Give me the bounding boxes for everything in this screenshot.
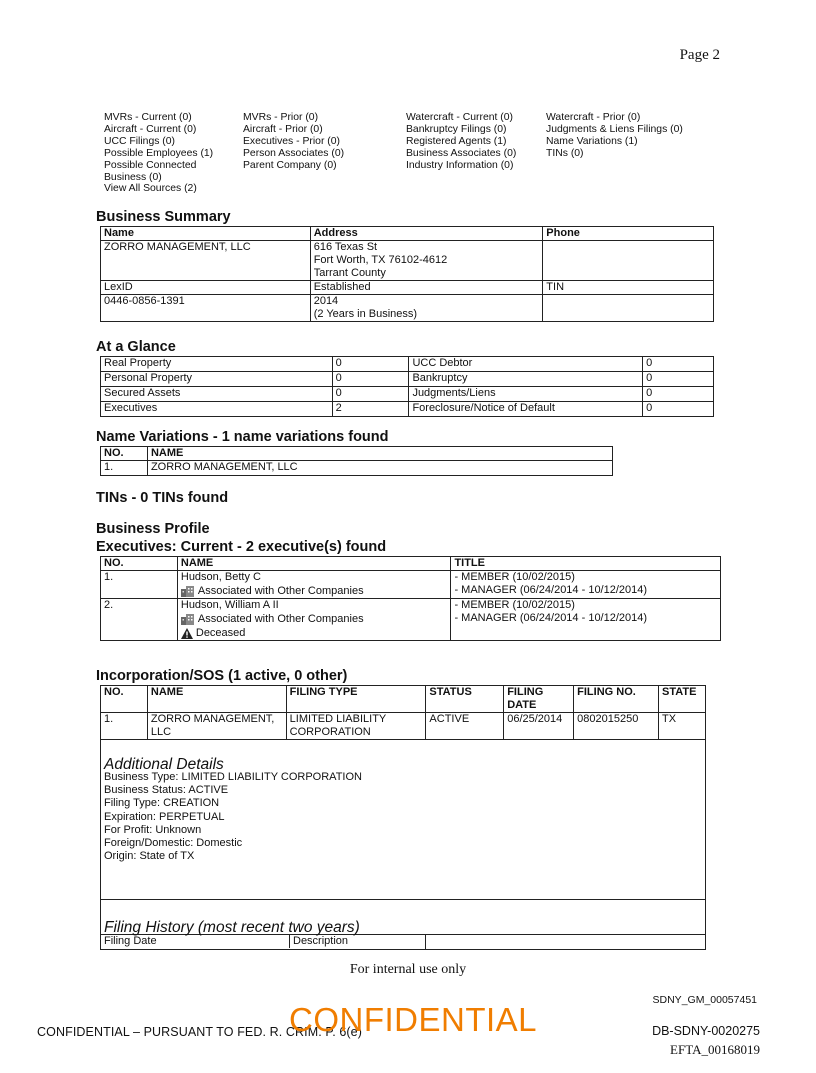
source-link[interactable]: Watercraft - Prior (0): [546, 112, 641, 123]
executive-title-cell: [451, 571, 721, 599]
detail-line: Business Status: ACTIVE: [104, 784, 229, 797]
glance-value: 0: [332, 357, 409, 372]
incorporation-table: [100, 685, 706, 950]
col-header: STATUS: [426, 686, 504, 713]
glance-value: 2: [332, 402, 409, 417]
table-row: [101, 461, 613, 476]
glance-label: Executives: [101, 402, 333, 417]
established-year: 2014: [313, 295, 339, 307]
deceased-label: Deceased: [195, 627, 246, 639]
years-in-business: (2 Years in Business): [313, 308, 418, 320]
filing-history-row: [101, 900, 706, 935]
history-description-header: Description: [293, 935, 349, 947]
executive-title-cell: [451, 599, 721, 641]
history-header-spacer: [426, 935, 706, 950]
row-number: 1.: [101, 713, 148, 740]
incorporation-title: Incorporation/SOS (1 active, 0 other): [96, 668, 348, 684]
executives-title: Executives: Current - 2 executive(s) found: [96, 539, 387, 555]
col-header: FILING NO.: [574, 686, 659, 713]
source-link[interactable]: TINs (0): [546, 147, 584, 159]
filing-history-title: Filing History (most recent two years): [104, 919, 360, 936]
bates-number-2: DB-SDNY-0020275: [652, 1024, 760, 1038]
col-header: Phone: [543, 227, 714, 241]
source-link[interactable]: Bankruptcy Filings (0): [406, 123, 507, 135]
building-icon: [181, 614, 195, 625]
detail-line: Expiration: PERPETUAL: [104, 810, 225, 823]
additional-details-row: [101, 740, 706, 900]
glance-value: 0: [643, 402, 714, 417]
state: TX: [659, 713, 706, 740]
name-variations-title: Name Variations - 1 name variations found: [96, 429, 389, 445]
col-header: NO.: [101, 557, 178, 571]
tin-label: TIN: [543, 281, 714, 295]
executive-cell: [177, 571, 451, 599]
table-row: [101, 571, 721, 599]
col-header: NAME: [177, 557, 451, 571]
col-header: NAME: [147, 447, 612, 461]
table-row: [101, 372, 714, 387]
detail-line: Filing Type: CREATION: [104, 797, 220, 810]
source-link[interactable]: Parent Company (0): [243, 159, 337, 171]
address-line: 616 Texas St: [313, 241, 378, 253]
table-header-row: [101, 447, 613, 461]
executive-title-line: - MEMBER (10/02/2015): [454, 571, 575, 583]
confidential-notice: CONFIDENTIAL – PURSUANT TO FED. R. CRIM. P. 6(e): [37, 1025, 362, 1039]
source-link[interactable]: Watercraft - Current (0): [406, 112, 514, 123]
source-link[interactable]: MVRs - Prior (0): [243, 112, 319, 123]
row-number: 2.: [101, 599, 178, 641]
history-header-cell: [101, 935, 426, 950]
row-number: 1.: [101, 571, 178, 599]
efta-number: EFTA_00168019: [670, 1042, 760, 1057]
source-link[interactable]: Aircraft - Prior (0): [243, 123, 323, 135]
sources-column-3: [406, 112, 516, 172]
source-link[interactable]: MVRs - Current (0): [104, 112, 192, 123]
detail-line: Origin: State of TX: [104, 850, 195, 863]
executive-title-line: - MANAGER (06/24/2014 - 10/12/2014): [454, 584, 648, 596]
building-icon: [181, 586, 195, 597]
source-link[interactable]: Possible Connected: [104, 159, 197, 171]
sources-column-1: [104, 112, 213, 195]
filing-type: LIMITED LIABILITY CORPORATION: [286, 713, 426, 740]
source-link[interactable]: Executives - Prior (0): [243, 135, 341, 147]
status: ACTIVE: [426, 713, 504, 740]
at-a-glance-title: At a Glance: [96, 339, 176, 355]
glance-label: UCC Debtor: [409, 357, 643, 372]
name-variations-table: [100, 446, 613, 476]
glance-value: 0: [643, 372, 714, 387]
col-header: TITLE: [451, 557, 721, 571]
business-summary-table: [100, 226, 714, 322]
business-name: ZORRO MANAGEMENT, LLC: [101, 241, 311, 281]
table-row: [101, 402, 714, 417]
table-row: [101, 387, 714, 402]
table-row: [101, 281, 714, 295]
col-header: Address: [310, 227, 543, 241]
col-header: NAME: [147, 686, 286, 713]
glance-label: Bankruptcy: [409, 372, 643, 387]
lexid-value: 0446-0856-1391: [101, 295, 311, 322]
table-header-row: [101, 686, 706, 713]
executive-name: Hudson, Betty C: [180, 571, 261, 583]
executive-name: Hudson, William A II: [180, 599, 279, 611]
established-label: Established: [310, 281, 543, 295]
entity-name: ZORRO MANAGEMENT, LLC: [147, 713, 286, 740]
variation-name: ZORRO MANAGEMENT, LLC: [147, 461, 612, 476]
glance-label: Foreclosure/Notice of Default: [409, 402, 643, 417]
bates-number: SDNY_GM_00057451: [652, 994, 757, 1006]
business-phone: [543, 241, 714, 281]
glance-value: 0: [332, 387, 409, 402]
additional-details-cell: [101, 740, 706, 900]
sources-column-4: [546, 112, 683, 160]
deceased-indicator: [181, 627, 448, 640]
table-header-row: [101, 227, 714, 241]
warning-icon: [181, 628, 193, 639]
associated-companies-link[interactable]: [181, 613, 448, 626]
filing-number: 0802015250: [574, 713, 659, 740]
lexid-label: LexID: [101, 281, 311, 295]
col-header: NO.: [101, 447, 148, 461]
source-link[interactable]: Person Associates (0): [243, 147, 345, 159]
associated-companies-link[interactable]: [181, 585, 448, 598]
footer-note: For internal use only: [349, 962, 467, 977]
col-header: Name: [101, 227, 311, 241]
tins-title: TINs - 0 TINs found: [96, 490, 229, 506]
table-row: [101, 295, 714, 322]
at-a-glance-table: [100, 356, 714, 417]
row-number: 1.: [101, 461, 148, 476]
business-summary-title: Business Summary: [96, 209, 231, 225]
source-link[interactable]: UCC Filings (0): [104, 135, 176, 147]
tin-value: [543, 295, 714, 322]
table-row: [101, 599, 721, 641]
source-link[interactable]: Business (0): [104, 171, 162, 183]
business-address: [310, 241, 543, 281]
source-link[interactable]: Industry Information (0): [406, 159, 514, 171]
executive-cell: [177, 599, 451, 641]
detail-line: Foreign/Domestic: Domestic: [104, 837, 243, 850]
executives-table: [100, 556, 721, 641]
confidential-stamp: CONFIDENTIAL: [289, 1001, 538, 1038]
table-header-row: [101, 935, 706, 950]
glance-value: 0: [643, 387, 714, 402]
col-header: STATE: [659, 686, 706, 713]
executive-title-line: - MANAGER (06/24/2014 - 10/12/2014): [454, 612, 648, 624]
filing-date: 06/25/2014: [504, 713, 574, 740]
source-link[interactable]: Business Associates (0): [406, 147, 517, 159]
address-line: Tarrant County: [313, 267, 386, 279]
table-header-row: [101, 557, 721, 571]
glance-value: 0: [332, 372, 409, 387]
page-number: Page 2: [679, 47, 720, 63]
filing-history-cell: [101, 900, 706, 935]
col-header: NO.: [101, 686, 148, 713]
col-header: FILING DATE: [504, 686, 574, 713]
detail-line: For Profit: Unknown: [104, 823, 202, 836]
established-value: [310, 295, 543, 322]
table-row: [101, 357, 714, 372]
col-header: FILING TYPE: [286, 686, 426, 713]
glance-label: Judgments/Liens: [409, 387, 643, 402]
table-row: [101, 241, 714, 281]
source-link[interactable]: Judgments & Liens Filings (0): [546, 123, 683, 135]
source-link[interactable]: Aircraft - Current (0): [104, 123, 197, 135]
address-line: Fort Worth, TX 76102-4612: [313, 254, 448, 266]
source-link[interactable]: Registered Agents (1): [406, 135, 507, 147]
executive-title-line: - MEMBER (10/02/2015): [454, 599, 575, 611]
detail-line: Business Type: LIMITED LIABILITY CORPORATION: [104, 771, 362, 783]
additional-details-title: Additional Details: [104, 756, 224, 773]
glance-label: Personal Property: [101, 372, 333, 387]
source-link[interactable]: Possible Employees (1): [104, 147, 214, 159]
history-date-header: Filing Date: [101, 935, 290, 948]
source-link[interactable]: View All Sources (2): [104, 183, 197, 195]
sources-column-2: [243, 112, 344, 172]
table-row: [101, 713, 706, 740]
business-profile-title: Business Profile: [96, 521, 210, 537]
source-link[interactable]: Name Variations (1): [546, 135, 638, 147]
glance-label: Secured Assets: [101, 387, 333, 402]
associated-companies-label: Associated with Other Companies: [197, 613, 364, 625]
glance-label: Real Property: [101, 357, 333, 372]
associated-companies-label: Associated with Other Companies: [197, 585, 364, 597]
glance-value: 0: [643, 357, 714, 372]
